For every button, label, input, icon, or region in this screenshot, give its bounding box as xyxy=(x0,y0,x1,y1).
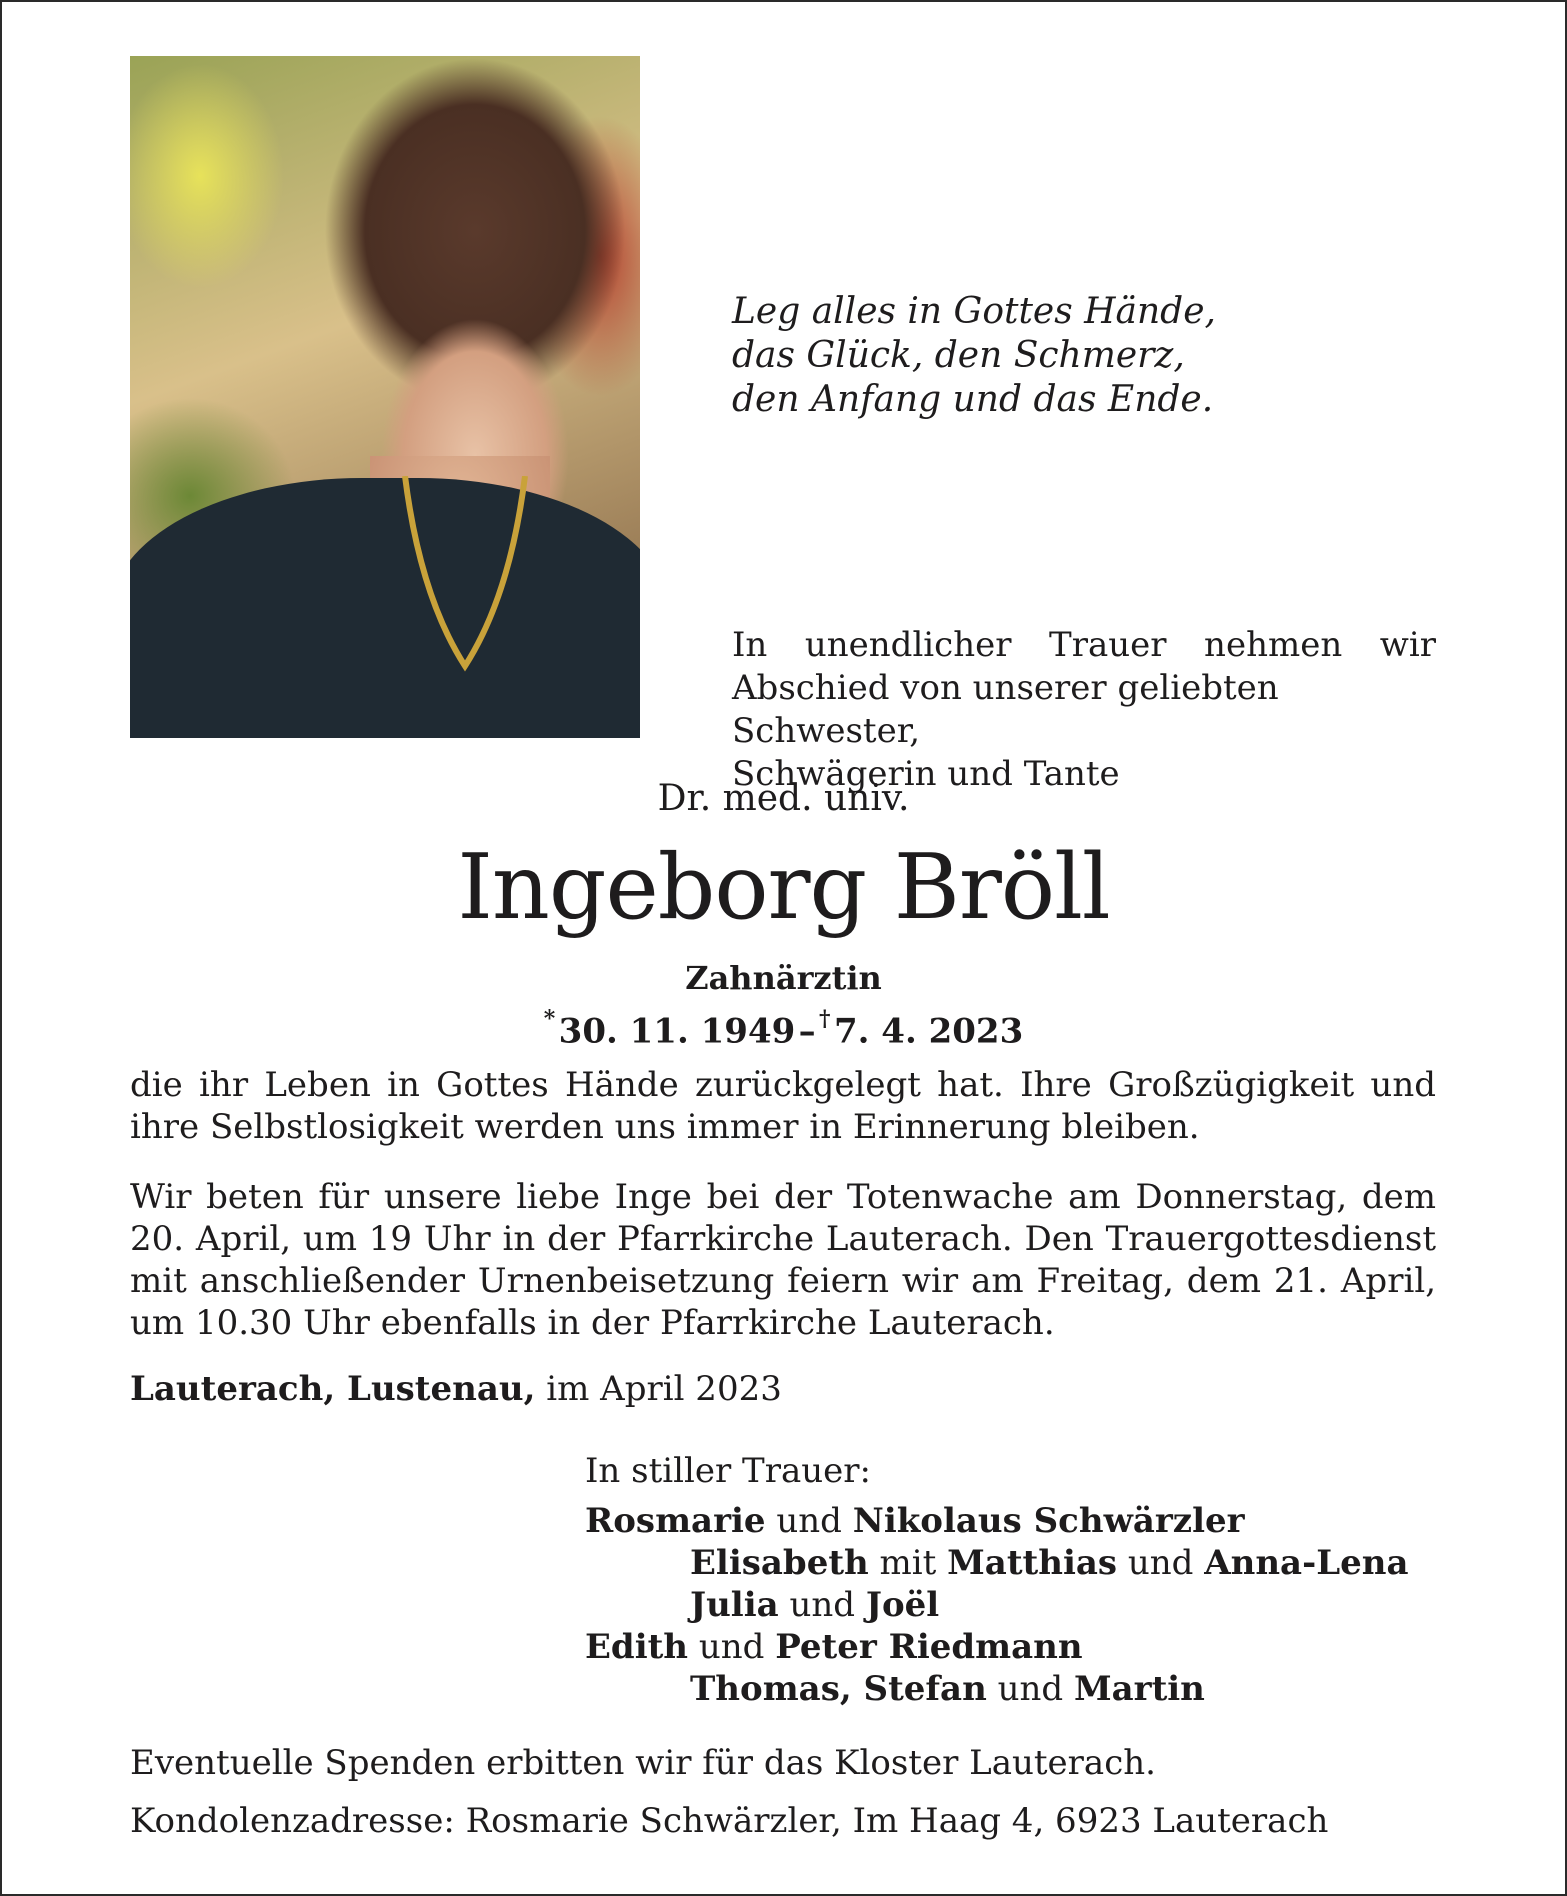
donations-note: Eventuelle Spenden erbitten wir für das Kloster Lauterach. xyxy=(130,1743,1156,1783)
death-symbol: † xyxy=(819,1006,831,1032)
birth-date: 30. 11. 1949 xyxy=(558,1011,796,1052)
intro-word: Trauer xyxy=(1049,625,1167,665)
death-date: 7. 4. 2023 xyxy=(833,1011,1024,1052)
mourner-name: Rosmarie xyxy=(585,1501,766,1541)
paragraph-services: Wir beten für unsere liebe Inge bei der Totenwache am Donnerstag, dem 20. April, um 19 Uhr in der Pfarrkirche Lauterach. Den Trauergottesdienst mit anschließender Urnenbeisetzung feiern wir am Freitag, dem 21. April, um 10.30 Uhr ebenfalls in der Pfarrkirche Lauterach. xyxy=(130,1177,1436,1343)
mourner-name: Anna-Lena xyxy=(1204,1543,1409,1583)
place-date-text: im April 2023 xyxy=(535,1369,782,1409)
mourner-connector: und xyxy=(778,1585,866,1625)
paragraph-tribute: die ihr Leben in Gottes Hände zurückgelegt hat. Ihre Großzügigkeit und ihre Selbstlosigkeit werden uns immer in Erinnerung bleiben. xyxy=(130,1065,1436,1147)
mourner-connector: und xyxy=(1117,1543,1205,1583)
intro-word: nehmen xyxy=(1204,625,1343,665)
life-dates xyxy=(0,1002,1567,1052)
deceased-name: Ingeborg Bröll xyxy=(457,835,1110,940)
mourner-connector: und xyxy=(765,1501,853,1541)
portrait-shirt xyxy=(130,478,640,738)
verse-line: das Glück, den Schmerz, xyxy=(732,335,1185,376)
mourner-row xyxy=(585,1668,1408,1710)
mourner-name: Peter Riedmann xyxy=(775,1627,1083,1667)
mourner-row xyxy=(585,1584,1408,1626)
mourner-name: Edith xyxy=(585,1627,689,1667)
intro-word: In xyxy=(732,625,768,665)
birth-symbol: * xyxy=(543,1006,556,1032)
profession: Zahnärztin xyxy=(685,959,882,997)
date-separator: – xyxy=(798,1011,816,1052)
intro-line-1 xyxy=(732,624,1436,667)
mourner-name: Elisabeth xyxy=(690,1543,869,1583)
condolence-address: Kondolenzadresse: Rosmarie Schwärzler, Im Haag 4, 6923 Lauterach xyxy=(130,1801,1329,1841)
verse xyxy=(732,290,1216,422)
portrait-photo xyxy=(130,56,640,738)
mourners-heading: In stiller Trauer: xyxy=(585,1451,871,1491)
mourner-row xyxy=(585,1542,1408,1584)
mourner-name: Nikolaus Schwärzler xyxy=(852,1501,1245,1541)
verse-line: den Anfang und das Ende. xyxy=(732,379,1214,420)
necklace-icon xyxy=(400,476,530,676)
mourner-name: Martin xyxy=(1073,1669,1205,1709)
intro-line-2: Abschied von unserer geliebten Schwester, xyxy=(732,668,1279,751)
mourner-row xyxy=(585,1500,1408,1542)
mourner-row xyxy=(585,1626,1408,1668)
place-names: Lauterach, Lustenau, xyxy=(130,1369,536,1409)
intro-text xyxy=(732,624,1436,796)
mourner-name: Matthias xyxy=(947,1543,1118,1583)
intro-word: unendlicher xyxy=(804,625,1012,665)
mourner-connector: und xyxy=(986,1669,1074,1709)
verse-line: Leg alles in Gottes Hände, xyxy=(732,291,1216,332)
mourners-list xyxy=(585,1500,1408,1710)
mourner-name: Thomas, Stefan xyxy=(690,1669,987,1709)
mourner-connector: mit xyxy=(868,1543,948,1583)
mourner-connector: und xyxy=(688,1627,776,1667)
intro-word: wir xyxy=(1379,625,1436,665)
intro-line-3: Schwägerin und Tante xyxy=(732,754,1120,794)
mourner-name: Joël xyxy=(865,1585,940,1625)
academic-title: Dr. med. univ. xyxy=(657,778,910,819)
place-date xyxy=(130,1368,782,1410)
mourner-name: Julia xyxy=(690,1585,779,1625)
